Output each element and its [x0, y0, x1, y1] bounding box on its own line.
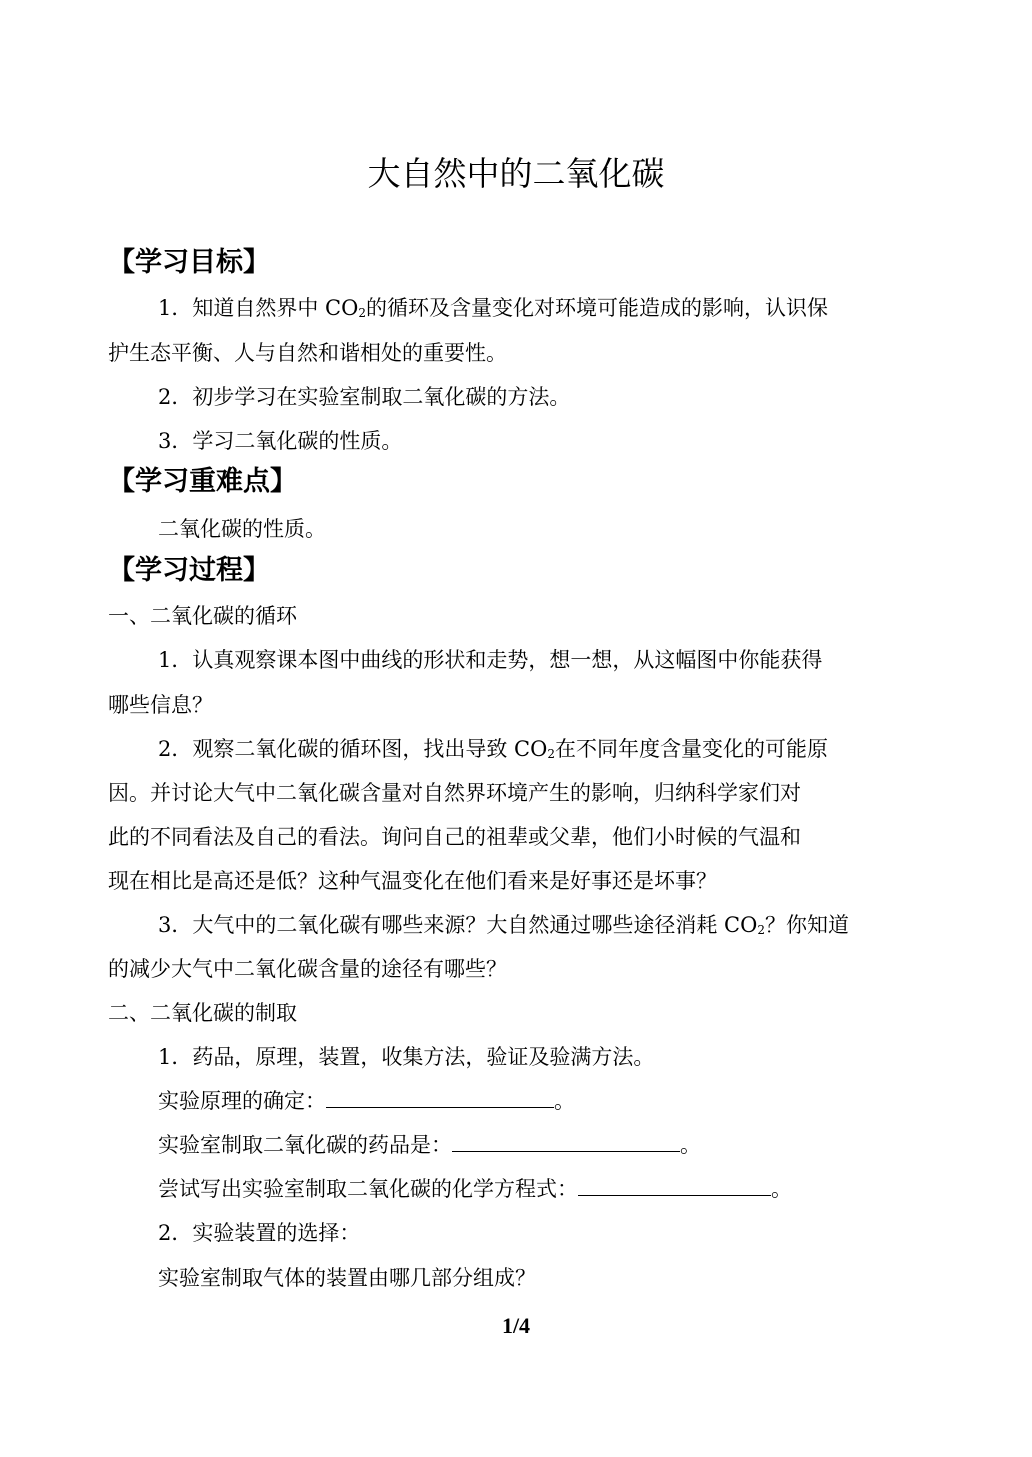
heading-goals: 【学习目标】 — [108, 247, 270, 278]
part-1-question-3-line-2: 的减少大气中二氧化碳含量的途径有哪些？ — [108, 957, 507, 981]
fill-in-equation: 尝试写出实验室制取二氧化碳的化学方程式： 。 — [158, 1173, 978, 1205]
page-number: 1/4 — [501, 1313, 531, 1338]
answer-blank[interactable] — [578, 1173, 771, 1196]
part-1-question-3-line-1: 3．大气中的二氧化碳有哪些来源？大自然通过哪些途径消耗 $CO_2$？你知道 — [158, 913, 849, 937]
goal-item-1-line-1: 1．知道自然界中 $CO_2$的循环及含量变化对环境可能造成的影响，认识保 — [158, 296, 828, 320]
part-2-question-2a: 实验室制取气体的装置由哪几部分组成？ — [158, 1266, 536, 1290]
goal-item-1-line-2: 护生态平衡、人与自然和谐相处的重要性。 — [108, 341, 507, 365]
page-title: 大自然中的二氧化碳 — [367, 154, 665, 193]
part-1-question-2-line-1: 2．观察二氧化碳的循环图，找出导致 $CO_2$在不同年度含量变化的可能原 — [158, 737, 828, 761]
part-1-question-1-line-1: 1．认真观察课本图中曲线的形状和走势，想一想，从这幅图中你能获得 — [158, 648, 823, 672]
heading-process: 【学习过程】 — [108, 555, 270, 586]
part-2-title: 二、二氧化碳的制取 — [108, 1001, 297, 1025]
part-2-question-2: 2．实验装置的选择： — [158, 1221, 361, 1245]
answer-blank[interactable] — [326, 1085, 554, 1108]
goal-item-3: 3．学习二氧化碳的性质。 — [158, 429, 403, 453]
part-1-title: 一、二氧化碳的循环 — [108, 604, 297, 628]
part-2-question-1: 1．药品，原理，装置，收集方法，验证及验满方法。 — [158, 1045, 655, 1069]
key-points-text: 二氧化碳的性质。 — [158, 517, 326, 541]
part-1-question-2-line-2: 因。并讨论大气中二氧化碳含量对自然界环境产生的影响，归纳科学家们对 — [108, 781, 801, 805]
part-1-question-1-line-2: 哪些信息？ — [108, 693, 213, 717]
part-1-question-2-line-3: 此的不同看法及自己的看法。询问自己的祖辈或父辈，他们小时候的气温和 — [108, 825, 801, 849]
heading-key-points: 【学习重难点】 — [108, 466, 297, 497]
answer-blank[interactable] — [452, 1129, 680, 1152]
goal-item-2: 2．初步学习在实验室制取二氧化碳的方法。 — [158, 385, 571, 409]
fill-in-reagents: 实验室制取二氧化碳的药品是： 。 — [158, 1129, 978, 1161]
fill-in-principle: 实验原理的确定： 。 — [158, 1085, 978, 1117]
part-1-question-2-line-4: 现在相比是高还是低？这种气温变化在他们看来是好事还是坏事？ — [108, 869, 717, 893]
